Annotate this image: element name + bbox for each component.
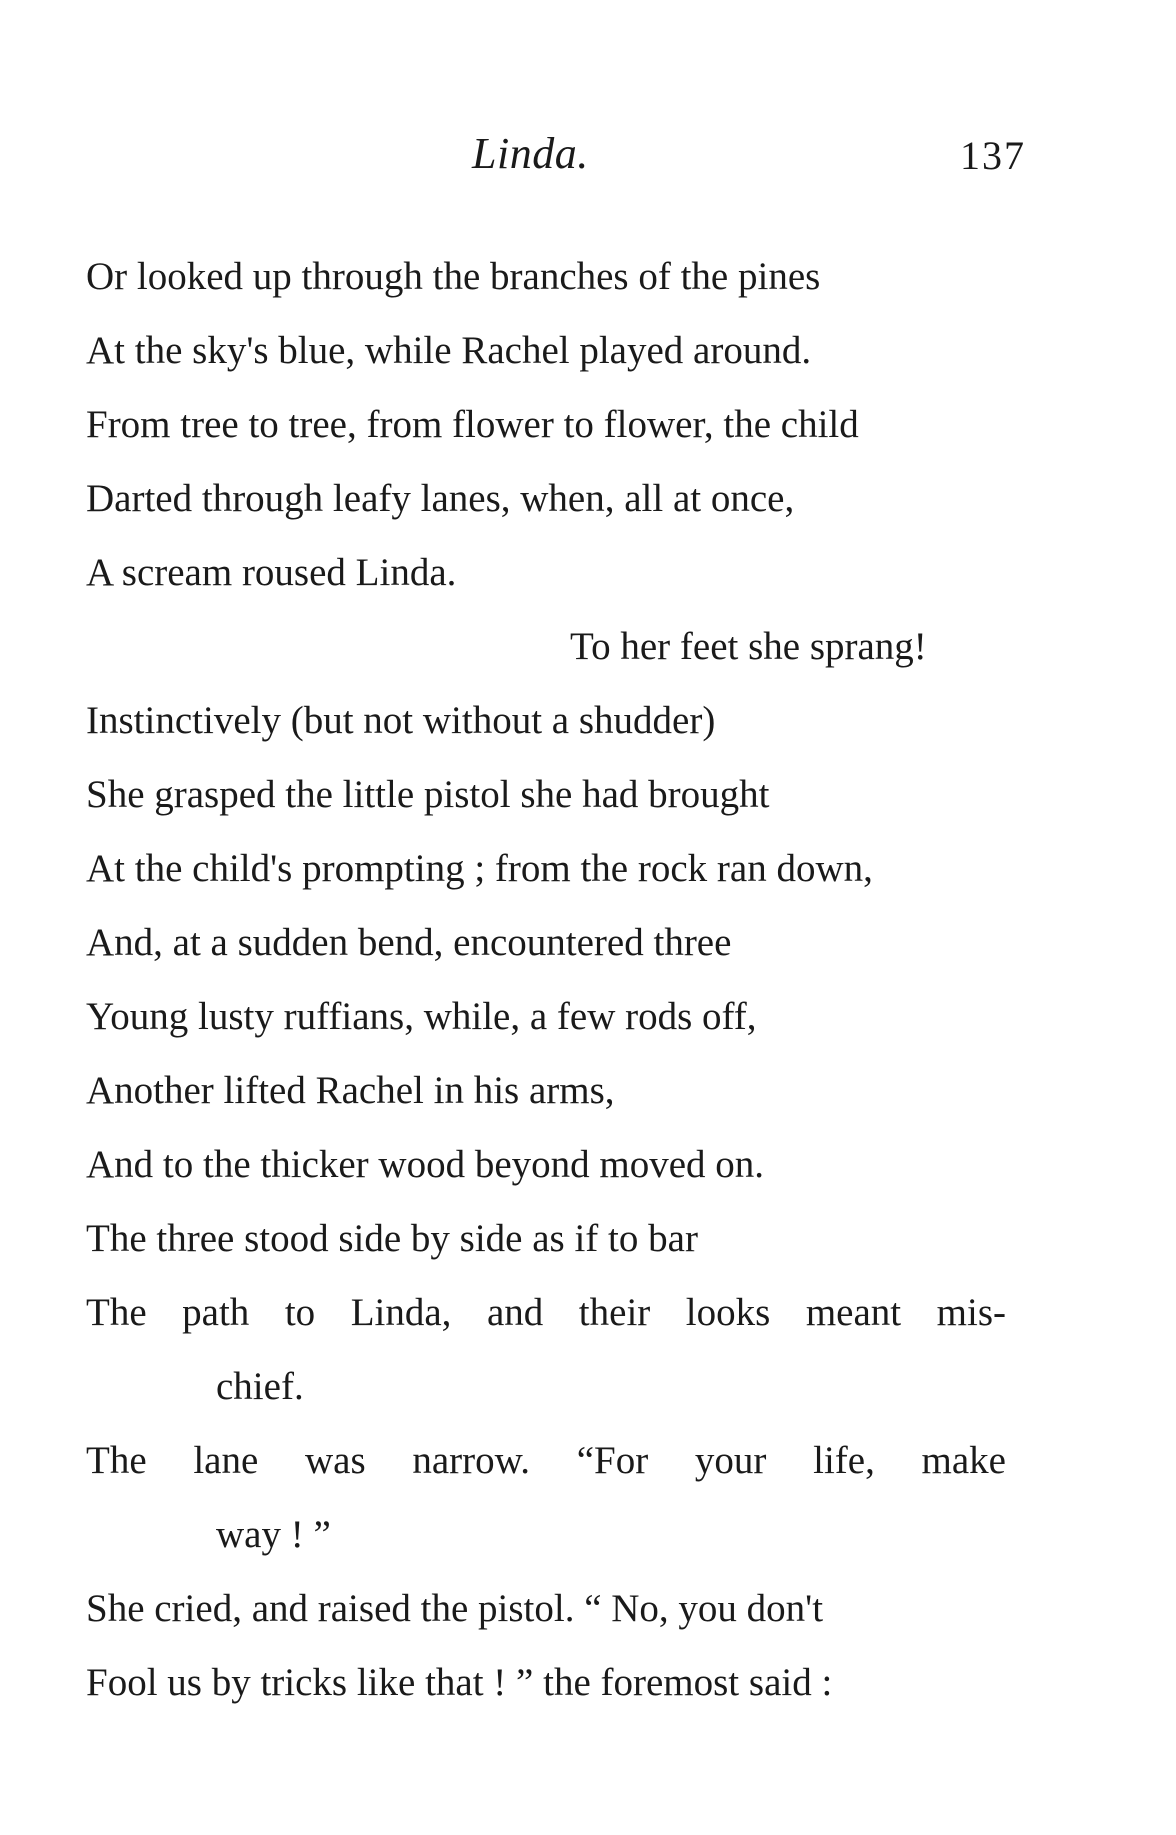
poem-line: At the sky's blue, while Rachel played around. bbox=[86, 329, 812, 372]
poem-line: Or looked up through the branches of the pines bbox=[86, 255, 821, 298]
running-head bbox=[0, 128, 1176, 188]
poem-line: The path to Linda, and their looks meant mis- bbox=[86, 1291, 1006, 1334]
poem-line: And to the thicker wood beyond moved on. bbox=[86, 1143, 765, 1186]
poem-body bbox=[86, 240, 1006, 1720]
page-number: 137 bbox=[960, 133, 1026, 178]
poem-line-continuation: way ! ” bbox=[216, 1513, 331, 1556]
poem-line: Young lusty ruffians, while, a few rods off, bbox=[86, 995, 757, 1038]
poem-line-continuation: chief. bbox=[216, 1365, 304, 1408]
poem-line: At the child's prompting ; from the rock ran down, bbox=[86, 847, 873, 890]
poem-line: The lane was narrow. “For your life, make bbox=[86, 1439, 1006, 1482]
poem-line: The three stood side by side as if to bar bbox=[86, 1217, 698, 1260]
poem-line: To her feet she sprang! bbox=[570, 625, 927, 668]
running-title: Linda. bbox=[472, 129, 589, 178]
poem-line: Darted through leafy lanes, when, all at once, bbox=[86, 477, 795, 520]
poem-line: Another lifted Rachel in his arms, bbox=[86, 1069, 615, 1112]
poem-line: She cried, and raised the pistol. “ No, you don't bbox=[86, 1587, 824, 1630]
poem-line: Fool us by tricks like that ! ” the foremost said : bbox=[86, 1661, 833, 1704]
poem-line: From tree to tree, from flower to flower, the child bbox=[86, 403, 859, 446]
poem-line: A scream roused Linda. bbox=[86, 551, 457, 594]
poem-line: She grasped the little pistol she had brought bbox=[86, 773, 770, 816]
poem-line: Instinctively (but not without a shudder) bbox=[86, 699, 716, 742]
poem-line: And, at a sudden bend, encountered three bbox=[86, 921, 732, 964]
